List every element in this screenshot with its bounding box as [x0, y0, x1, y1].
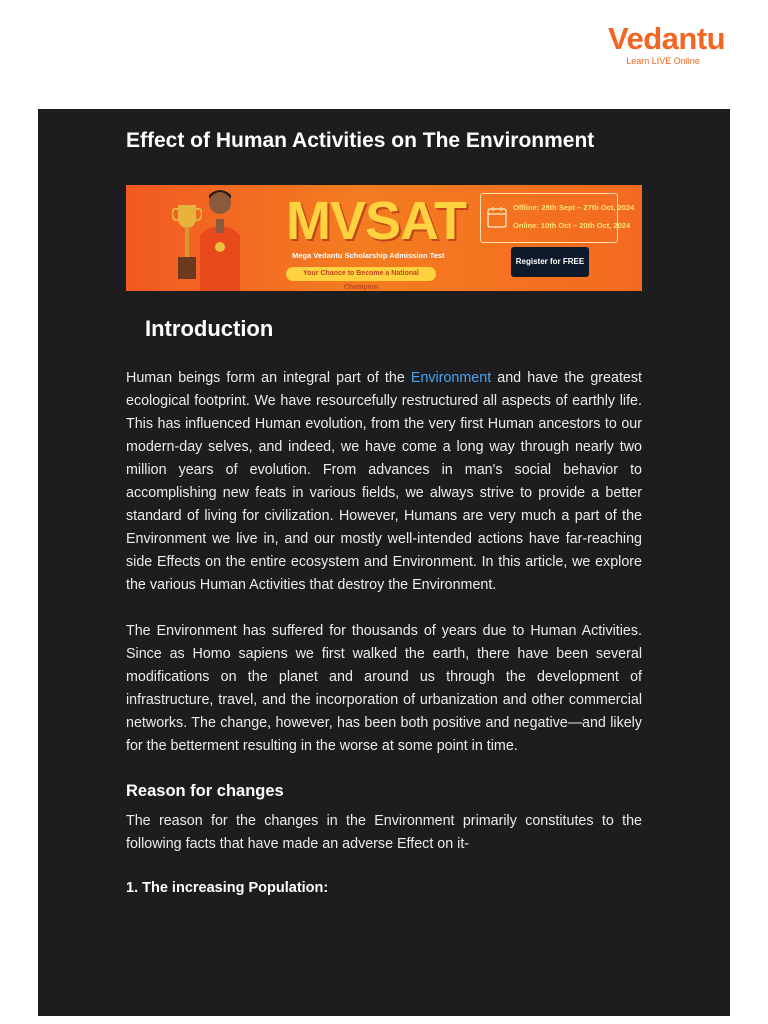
banner-subtitle: Mega Vedantu Scholarship Admission Test	[292, 251, 445, 260]
environment-link[interactable]: Environment	[410, 370, 492, 386]
environment-paragraph: The Environment has suffered for thousands of years due to Human Activities. Since as Homo sapiens we first walked the earth, there have been several modifications on the planet and around us through the development of infrastructure, travel, and the incorporation of urbanization and other commercial networks. The change, however, has been both positive and negative—and likely for the betterment resulting in the worse at some point in time.	[126, 623, 642, 754]
reason-paragraph: The reason for the changes in the Environment primarily constitutes to the following facts that have made an adverse Effect on it-	[126, 813, 642, 852]
logo-tagline: Learn LIVE Online	[626, 56, 700, 66]
para1-text-start: Human beings form an integral part of the	[126, 370, 411, 386]
article-content	[126, 109, 642, 899]
intro-paragraph	[126, 367, 642, 597]
para1-text-end: and have the greatest ecological footprint. We have resourcefully restructured all aspects of earthly life. This has influenced Human evolution, from the very first Human ancestors to our modern-day selves, and indeed, we have come a long way through nearly two million years of evolution. From advances in man's social behavior to accomplishing new feats in various fields, we always strive to provide a better standard of living for civilization. However, Humans are very much a part of the Environment we live in, and our mostly well-intended actions have far-reaching side Effects on the entire ecosystem and Environment. In this article, we explore the various Human Activities that destroy the Environment.	[126, 370, 642, 593]
banner-tagline: Your Chance to Become a National Champion	[286, 267, 436, 281]
banner-title: MVSAT	[286, 191, 466, 251]
mvsat-banner[interactable]	[126, 185, 642, 291]
offline-dates: Offline: 28th Sept – 27th Oct, 2024	[513, 203, 635, 212]
document-page	[38, 109, 730, 1016]
online-dates: Online: 10th Oct – 20th Oct, 2024	[513, 221, 631, 230]
logo-wordmark: Vedantu	[608, 21, 726, 56]
introduction-heading: Introduction	[145, 316, 274, 341]
student-image	[196, 185, 244, 291]
banner-dates-box	[480, 193, 635, 243]
vedantu-logo[interactable]	[608, 20, 726, 66]
population-heading: 1. The increasing Population:	[126, 880, 329, 896]
calendar-icon	[487, 206, 507, 228]
reason-heading: Reason for changes	[126, 782, 284, 800]
article-title: Effect of Human Activities on The Environment	[126, 129, 595, 152]
register-button[interactable]: Register for FREE	[511, 247, 589, 277]
